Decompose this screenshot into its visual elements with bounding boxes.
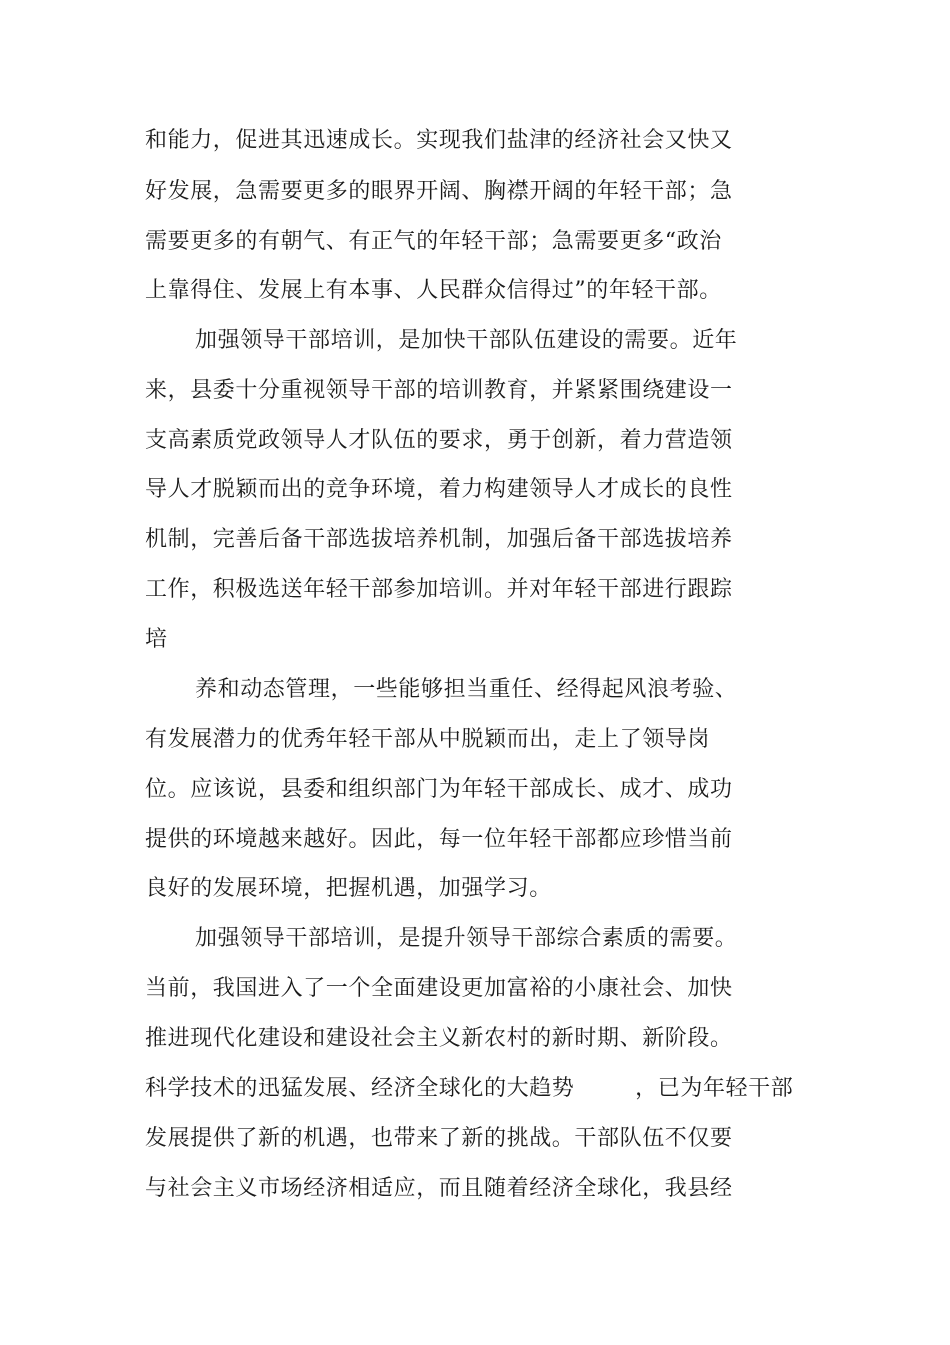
text-line: 上靠得住、发展上有本事、人民群众信得过”的年轻干部。 bbox=[145, 278, 722, 303]
text-line: 科学技术的迅猛发展、经济全球化的大趋势 ，已为年轻干部 bbox=[145, 1076, 794, 1101]
text-line: 培 bbox=[145, 627, 168, 652]
text-line: 导人才脱颖而出的竞争环境，着力构建领导人才成长的良性 bbox=[145, 477, 733, 502]
text-line: 与社会主义市场经济相适应，而且随着经济全球化，我县经 bbox=[145, 1176, 733, 1201]
text-line: 良好的发展环境，把握机遇，加强学习。 bbox=[145, 876, 552, 901]
text-line: 有发展潜力的优秀年轻干部从中脱颖而出，走上了领导岗 bbox=[145, 727, 711, 752]
text-line: 需要更多的有朝气、有正气的年轻干部；急需要更多“政治 bbox=[145, 229, 722, 254]
paragraph-first-line: 加强领导干部培训，是提升领导干部综合素质的需要。 bbox=[195, 926, 738, 951]
text-line: 来，县委十分重视领导干部的培训教育，并紧紧围绕建设一 bbox=[145, 378, 733, 403]
text-line: 和能力，促进其迅速成长。实现我们盐津的经济社会又快又 bbox=[145, 128, 733, 153]
text-line: 机制，完善后备干部选拔培养机制，加强后备干部选拔培养 bbox=[145, 527, 733, 552]
paragraph-first-line: 加强领导干部培训，是加快干部队伍建设的需要。近年 bbox=[195, 328, 738, 353]
text-line: 支高素质党政领导人才队伍的要求，勇于创新，着力营造领 bbox=[145, 428, 733, 453]
text-line: 当前，我国进入了一个全面建设更加富裕的小康社会、加快 bbox=[145, 976, 733, 1001]
paragraph-first-line: 养和动态管理，一些能够担当重任、经得起风浪考验、 bbox=[195, 677, 738, 702]
text-line: 工作，积极选送年轻干部参加培训。并对年轻干部进行跟踪 bbox=[145, 577, 733, 602]
text-line: 发展提供了新的机遇，也带来了新的挑战。干部队伍不仅要 bbox=[145, 1126, 733, 1151]
text-line: 推进现代化建设和建设社会主义新农村的新时期、新阶段。 bbox=[145, 1026, 733, 1051]
text-line: 位。应该说，县委和组织部门为年轻干部成长、成才、成功 bbox=[145, 777, 733, 802]
text-line: 好发展，急需要更多的眼界开阔、胸襟开阔的年轻干部；急 bbox=[145, 179, 733, 204]
text-line: 提供的环境越来越好。因此，每一位年轻干部都应珍惜当前 bbox=[145, 827, 733, 852]
